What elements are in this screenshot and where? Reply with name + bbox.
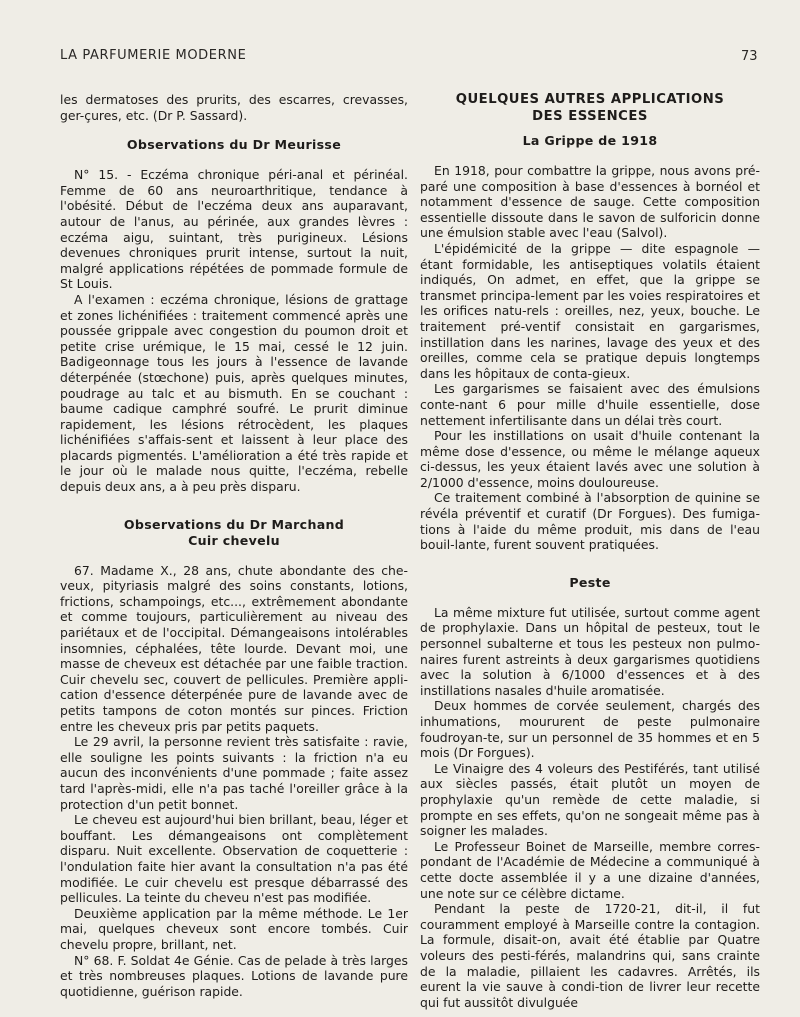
marchand-paragraph: Deuxième application par la même méthode. Le 1er mai, quelques cheveux sont encore tombés. Cuir chevelu propre, brillant, net. <box>60 905 408 952</box>
marchand-subheading: Cuir chevelu <box>188 532 280 548</box>
marchand-paragraph: 67. Madame X., 28 ans, chute abondante des che-veux, pityriasis malgré des soins constants, lotions, frictions, schampoings, etc..., extrêmement abondante et comme toujours, particulièrement au niveau des pariétaux et de l'occipital. Démangeaisons intolérables insomnies, céphalées, tête lourde. Devant moi, une masse de cheveux est détachée par une faible traction. Cuir chevelu sec, couvert de pellicules. Première appli-cation d'essence déterpénée pure de lavande avec de petits tampons de coton montés sur pinces. Friction entre les cheveux pris par petits paquets. <box>60 562 408 734</box>
page-number: 73 <box>741 49 758 64</box>
marchand-paragraph: Le 29 avril, la personne revient très satisfaite : ravie, elle souligne les points suivants : la friction n'a eu aucun des inconvénients d'une pommade ; faite assez tard l'après-midi, elle n'a pas taché l'oreiller grâce à la protection d'un petit bonnet. <box>60 734 408 812</box>
peste-paragraph: Le Vinaigre des 4 voleurs des Pestiférés, tant utilisé aux siècles passés, était plutôt un moyen de prophylaxie qu'un remède de cette maladie, si prompte en ses effets, qu'on ne songeait même pas à soigner les malades. <box>420 760 760 839</box>
peste-paragraph: La même mixture fut utilisée, surtout comme agent de prophylaxie. Dans un hôpital de pesteux, tout le personnel subalterne et tous les pesteux non pulmo-naires furent astreints à deux gargarismes quotidiens avec la solution à 6/1000 d'essences et à des instillations nasales d'huile aromatisée. <box>420 604 760 698</box>
section-title: QUELQUES AUTRES APPLICATIONS <box>455 92 725 107</box>
meurisse-paragraph: N° 15. - Eczéma chronique péri-anal et périnéal. Femme de 60 ans neuroarthritique, tendance à l'obésité. Début de l'eczéma deux ans auparavant, autour de l'anus, au périnée, aux grandes lèvres : eczéma aigu, suintant, très purigineux. Lésions devenues chroniques prurit intense, surtout la nuit, malgré applications répétées de pommade formule de St Louis. <box>60 167 408 292</box>
right-column <box>420 92 760 1010</box>
peste-paragraph: Le Professeur Boinet de Marseille, membre corres-pondant de l'Académie de Médecine a communiqué à cette docte assemblée il y a une dizaine d'années, une note sur ce célèbre dictame. <box>420 838 760 901</box>
left-column <box>60 92 408 999</box>
peste-paragraph: Pendant la peste de 1720-21, dit-il, il fut couramment employé à Marseille contre la contagion. La formule, disait-on, avait été établie par Quatre voleurs des pesti-férés, malandrins qui, sans crainte de la maladie, pillaient les cadavres. Arrêtés, ils eurent la vie sauve à condi-tion de livrer leur recette qui fut aussitôt divulguée <box>420 901 760 1010</box>
marchand-heading: Observations du Dr Marchand <box>123 516 345 532</box>
grippe-paragraph: Ce traitement combiné à l'absorption de quinine se révéla préventif et curatif (Dr Forgues). Des fumiga-tions à l'aide du même produit, mis dans de l'eau bouil-lante, furent souvent pratiquées. <box>420 490 760 553</box>
meurisse-paragraph: A l'examen : eczéma chronique, lésions de grattage et zones lichénifiées : traitement commencé après une poussée grippale avec congestion du poumon droit et petite crise urémique, le 15 mai, cessé le 12 juin. Badigeonnage tous les jours à l'essence de lavande déterpénée (stœchone) puis, après quelques minutes, poudrage au talc et au bismuth. En se couchant : baume cadique camphré soufré. Le prurit diminue rapidement, les lésions rétrocèdent, les plaques lichénifiées s'affais-sent et laissent à leur place des placards pigmentés. L'amélioration a été très rapide et le jour où le malade nous quitte, l'eczéma, rebelle depuis deux ans, a à peu près disparu. <box>60 291 408 495</box>
intro-paragraph: les dermatoses des prurits, des escarres, crevasses, ger-çures, etc. (Dr P. Sassard). <box>60 92 408 123</box>
running-title: LA PARFUMERIE MODERNE <box>60 48 247 63</box>
meurisse-heading: Observations du Dr Meurisse <box>126 137 342 153</box>
grippe-paragraph: En 1918, pour combattre la grippe, nous avons pré-paré une composition à base d'essences à bornéol et notamment d'essence de sauge. Cette composition essentielle dissoute dans le savon de sulforicin donne une émulsion stable avec l'eau (Salvol). <box>420 163 760 241</box>
grippe-paragraph: Pour les instillations on usait d'huile contenant la même dose d'essence, ou même le mélange aqueux ci-dessus, les yeux étaient lavés avec une solution à 2/1000 d'essence, moins douloureuse. <box>420 428 760 490</box>
grippe-paragraph: L'épidémicité de la grippe — dite espagnole — étant formidable, les antiseptiques volatils étaient indiqués, On admet, en effet, que la grippe se transmet principa-lement par les voies respiratoires et les orifices natu-rels : oreilles, nez, yeux, bouche. Le traitement pré-ventif consistait en gargarismes, instillation dans les narines, lavage des yeux et des oreilles, comme cela se pratique depuis longtemps dans les hôpitaux de conta-gieux. <box>420 240 760 381</box>
grippe-heading: La Grippe de 1918 <box>522 133 658 148</box>
marchand-paragraph: N° 68. F. Soldat 4e Génie. Cas de pelade à très larges et très nombreuses plaques. Lotions de lavande pure quotidienne, guérison rapide. <box>60 952 408 999</box>
grippe-paragraph: Les gargarismes se faisaient avec des émulsions conte-nant 6 pour mille d'huile essentielle, dose nettement infertilisante dans un délai très court. <box>420 381 760 428</box>
marchand-paragraph: Le cheveu est aujourd'hui bien brillant, beau, léger et bouffant. Les démangeaisons ont complètement disparu. Nuit excellente. Observation de coquetterie : l'ondulation faite hier avant la consultation n'a pas été modifiée. Le cuir chevelu est presque débarrassé des pellicules. La teinte du cheveu n'est pas modifiée. <box>60 812 408 906</box>
peste-heading: Peste <box>569 574 611 590</box>
section-title-line2: DES ESSENCES <box>532 108 648 124</box>
peste-paragraph: Deux hommes de corvée seulement, chargés des inhumations, moururent de peste pulmonaire foudroyan-te, sur un personnel de 35 hommes et en 5 mois (Dr Forgues). <box>420 698 760 761</box>
